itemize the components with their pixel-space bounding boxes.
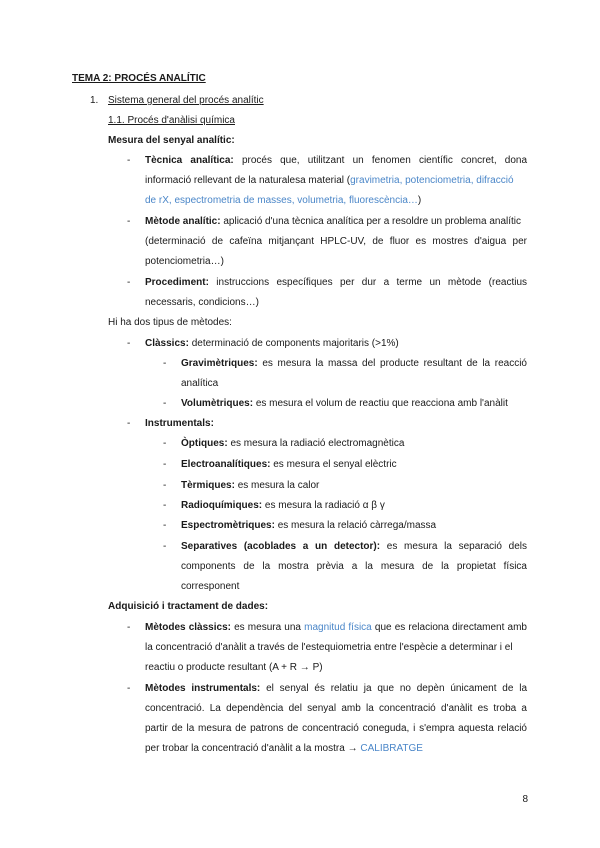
procediment-text-1: instruccions específiques per dur a terme un mètode (reactius: [216, 277, 527, 288]
tecnica-text-2a: informació rellevant de la naturalesa material (: [145, 175, 351, 186]
metode-line-3: potenciometria…): [145, 256, 224, 267]
optiques-line: [181, 438, 404, 450]
section-number: 1.: [90, 95, 99, 106]
classics-term: Clàssics:: [145, 338, 189, 349]
gravimetriques-term: Gravimètriques:: [181, 358, 258, 369]
bullet-dash: -: [163, 541, 167, 552]
metodes-classics-term: Mètodes clàssics:: [145, 622, 231, 633]
metodes-classics-text-1c: que es relaciona directament amb: [374, 622, 527, 633]
gravimetriques-line-2: analítica: [181, 378, 219, 389]
bullet-dash: -: [127, 155, 131, 166]
magnitud-fisica: magnitud física: [304, 622, 372, 633]
bullet-dash: -: [127, 622, 131, 633]
tecnica-examples-1: gravimetria, potenciometria, difracció: [350, 175, 514, 186]
gravimetriques-text-1: es mesura la massa del producte resultant de la reacció: [262, 358, 527, 369]
gravimetriques-line-1: [181, 358, 527, 370]
volumetriques-term: Volumètriques:: [181, 398, 254, 409]
termiques-line: [181, 480, 319, 492]
espectro-text: es mesura la relació càrrega/massa: [277, 520, 437, 531]
bullet-dash: -: [127, 277, 131, 288]
bullet-dash: -: [127, 216, 131, 227]
classics-text: determinació de components majoritaris (>1%): [191, 338, 399, 349]
bullet-dash: -: [163, 358, 167, 369]
radio-line: [181, 500, 385, 512]
tecnica-line-1: [145, 155, 527, 167]
radio-text: es mesura la radiació α β γ: [264, 500, 385, 511]
termiques-term: Tèrmiques:: [181, 480, 235, 491]
tecnica-line-3: [145, 195, 421, 207]
tecnica-close-paren: ): [417, 195, 422, 206]
page-number: 8: [522, 794, 528, 805]
bullet-dash: -: [163, 459, 167, 470]
bullet-dash: -: [127, 338, 131, 349]
bullet-dash: -: [163, 438, 167, 449]
radio-term: Radioquímiques:: [181, 500, 263, 511]
instrumentals-term: Instrumentals:: [145, 418, 214, 429]
separatives-term: Separatives (acoblades a un detector):: [181, 541, 381, 552]
separatives-line-1: [181, 541, 527, 553]
procediment-line-1: [145, 277, 527, 289]
procediment-term: Procediment:: [145, 277, 209, 288]
metode-text-1: aplicació d'una tècnica analítica per a resoldre un problema analític: [223, 216, 522, 227]
optiques-term: Òptiques:: [181, 438, 228, 449]
electro-line: [181, 459, 397, 471]
electro-text: es mesura el senyal elèctric: [273, 459, 397, 470]
metodes-instrumentals-line-4: [145, 743, 423, 755]
bullet-dash: -: [163, 500, 167, 511]
arrow-icon: →: [347, 743, 358, 754]
metodes-classics-line-3: reactiu o producte resultant (A + R → P): [145, 662, 323, 673]
bullet-dash: -: [127, 418, 131, 429]
metodes-classics-line-2: la concentració d'anàlit a través de l'estequiometria entre l'espècie a determinar i el: [145, 642, 513, 653]
metodes-instrumentals-line-3: partir de la mesura de patrons de concentració coneguda, i s'empra aquesta relació: [145, 723, 527, 734]
tecnica-text-1: procés que, utilitzant un fenomen científic concret, dona: [241, 155, 528, 166]
separatives-line-3: corresponent: [181, 581, 240, 592]
volumetriques-line: [181, 398, 508, 410]
metode-line-1: [145, 216, 521, 228]
metodes-instrumentals-text-1: el senyal és relatiu ja que no depèn únicament de la: [266, 683, 527, 694]
espectro-line: [181, 520, 436, 532]
tecnica-line-2: [145, 175, 514, 187]
optiques-text: es mesura la radiació electromagnètica: [230, 438, 405, 449]
adquisicio-heading: Adquisició i tractament de dades:: [108, 601, 269, 612]
tipus-intro: Hi ha dos tipus de mètodes:: [108, 317, 232, 328]
bullet-dash: -: [163, 398, 167, 409]
separatives-text-1: es mesura la separació dels: [386, 541, 527, 552]
metodes-instrumentals-term: Mètodes instrumentals:: [145, 683, 261, 694]
metodes-classics-line-1: [145, 622, 527, 634]
espectro-term: Espectromètriques:: [181, 520, 275, 531]
metode-line-2: (determinació de cafeïna mitjançant HPLC-UV, de fluor es mostres d'aigua per: [145, 236, 527, 247]
topic-title: TEMA 2: PROCÉS ANALÍTIC: [72, 73, 206, 84]
metodes-classics-text-1a: es mesura una: [234, 622, 301, 633]
metodes-instrumentals-line-2: concentració. La dependència del senyal amb la concentració d'anàlit es troba a: [145, 703, 527, 714]
tecnica-examples-2: de rX, espectrometria de masses, volumetria, fluorescència…: [145, 195, 418, 206]
bullet-dash: -: [163, 520, 167, 531]
metodes-instrumentals-text-4a: per trobar la concentració d'anàlit a la mostra: [145, 743, 345, 754]
metode-term: Mètode analític:: [145, 216, 221, 227]
mesura-heading: Mesura del senyal analític:: [108, 135, 235, 146]
separatives-line-2: components de la mostra prèvia a la mesura de la propietat física: [181, 561, 527, 572]
bullet-dash: -: [127, 683, 131, 694]
subsection-title: 1.1. Procés d'anàlisi química: [108, 115, 235, 126]
section-title: Sistema general del procés analític: [108, 95, 264, 106]
tecnica-term: Tècnica analítica:: [145, 155, 234, 166]
classics-line: [145, 338, 399, 350]
metodes-instrumentals-line-1: [145, 683, 527, 695]
termiques-text: es mesura la calor: [237, 480, 320, 491]
electro-term: Electroanalítiques:: [181, 459, 271, 470]
calibratge-keyword: CALIBRATGE: [360, 743, 423, 754]
bullet-dash: -: [163, 480, 167, 491]
procediment-line-2: necessaris, condicions…): [145, 297, 259, 308]
volumetriques-text: es mesura el volum de reactiu que reacciona amb l'anàlit: [255, 398, 508, 409]
